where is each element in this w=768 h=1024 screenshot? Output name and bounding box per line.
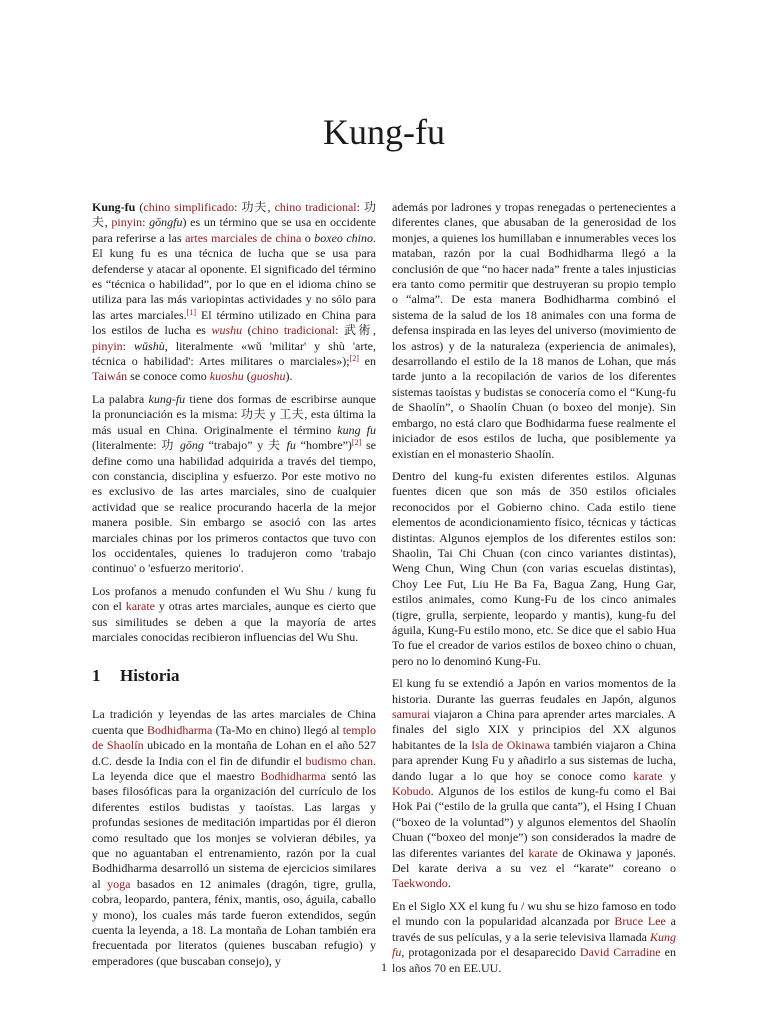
text-run: En el Siglo XX el kung fu / wu shu se hizo famoso en todo el mundo con la popularidad alcanzada por bbox=[392, 898, 676, 929]
citation-ref[interactable]: [2] bbox=[349, 354, 359, 364]
wiki-link[interactable]: Taekwondo bbox=[392, 876, 448, 891]
wiki-link[interactable]: chino tradicional bbox=[274, 200, 357, 214]
text-run: wǔshù bbox=[134, 338, 165, 353]
citation-ref[interactable]: [1] bbox=[186, 307, 197, 317]
text-run: ( bbox=[242, 323, 252, 338]
text-run: de Okinawa y japonés. Del karate deriva a su vez el “karate” coreano o bbox=[392, 845, 676, 876]
text-run: : bbox=[122, 338, 135, 353]
wiki-link[interactable]: artes marciales de china bbox=[185, 230, 302, 245]
wiki-link[interactable]: karate bbox=[125, 599, 155, 614]
text-run: (Ta-Mo en chino) llegó al bbox=[212, 722, 343, 737]
text-run: boxeo chino bbox=[314, 230, 374, 245]
paragraph bbox=[92, 392, 376, 577]
wiki-link[interactable]: budismo chan bbox=[305, 753, 373, 768]
text-run: ( bbox=[243, 369, 251, 384]
text-run: ( bbox=[135, 200, 144, 214]
text-run: gōngfu bbox=[149, 215, 183, 230]
text-run: , literalmente «wǔ 'militar' y shù 'arte, técnica o habilidad': Artes militares o marciales»); bbox=[92, 338, 376, 369]
wiki-link[interactable]: pinyin bbox=[111, 215, 143, 230]
wiki-link[interactable]: Taiwán bbox=[92, 369, 128, 384]
text-run: kung fu bbox=[337, 422, 376, 437]
section-title: Historia bbox=[120, 666, 180, 686]
text-run: La palabra bbox=[92, 391, 149, 406]
wiki-link[interactable]: karate bbox=[633, 768, 663, 783]
wiki-link[interactable]: wushu bbox=[211, 323, 243, 338]
text-run: . La leyenda dice que el maestro bbox=[92, 753, 376, 783]
wiki-link[interactable]: Bodhidharma bbox=[260, 769, 326, 783]
wiki-link[interactable]: karate bbox=[528, 845, 558, 860]
wiki-link[interactable]: samurai bbox=[392, 707, 430, 721]
text-run: Dentro del kung-fu existen diferentes estilos. Algunas fuentes dicen que son más de 350 estilos oficiales reconocidos por el Gobierno chino. Cada estilo tiene elementos de acondicionamiento físico, técnicas y tácticas distintas. Algunos ejemplos de los diferentes estilos son: Shaolin, Tai Chi Chuan (con cinco variantes distintas), Weng Chun, Wing Chun (con varias escuelas distintas), Choy Lee Fut, Liu He Ba Fa, Bagua Zang, Hung Gar, estilos animales, como Kung-Fu de los cinco animales (tigre, grulla, serpiente, leopardo y mantis), kung-fu del águila, Kung-Fu estilo mono, etc. Se dice que el sabio Hua To fue el creador de varios estilos de boxeo chino o chuan, pero no lo denominó Kung-Fu. bbox=[392, 468, 676, 668]
text-run: : 功夫, bbox=[234, 200, 275, 214]
text-run: gōng bbox=[179, 438, 204, 453]
text-run: : 武術, bbox=[335, 323, 376, 338]
paragraph bbox=[92, 200, 376, 385]
text-run: La tradición y leyendas de las artes marciales de China cuenta que bbox=[92, 707, 376, 737]
text-run: . El kung fu es una técnica de lucha que se usa para defenderse y atacar al oponente. El significado del término es “técnica o habilidad”, por lo que en el idioma chino se utiliza para las más variopintas actividades y no sólo para las artes marciales. bbox=[92, 230, 377, 322]
wiki-link[interactable]: Kung fu bbox=[392, 929, 676, 960]
wiki-link[interactable]: templo de Shaolín bbox=[92, 722, 377, 753]
text-run: fu bbox=[286, 438, 296, 453]
wiki-link[interactable]: chino tradicional bbox=[251, 323, 336, 338]
text-run: viajaron a China para aprender artes marciales. A finales del siglo XIX y principios del XX algunos habitantes de la bbox=[392, 707, 676, 752]
text-run: ). bbox=[285, 369, 293, 384]
text-run: a través de sus películas, y a la serie televisiva llamada bbox=[392, 914, 676, 944]
text-run: y bbox=[662, 768, 677, 783]
text-run: “trabajo” y 夫 bbox=[203, 438, 287, 453]
text-run: en bbox=[358, 354, 377, 369]
wiki-link[interactable]: chino simplificado bbox=[143, 200, 235, 214]
text-run: basados en 12 animales (dragón, tigre, grulla, cobra, leopardo, pantera, fénix, mantis, oso, águila, caballo y mono), los cuales más tarde fueron extendidos, según cuenta la leyenda, a 18. La montaña de Lohan también era frecuentada por literatos (quienes buscaban refugio) y emperadores (que buscaban consejo), y bbox=[92, 876, 376, 968]
text-run: ubicado en la montaña de Lohan en el año 527 d.C. desde la India con el fin de difundir el bbox=[92, 738, 376, 768]
text-run: en los años 70 en EE.UU. bbox=[392, 945, 676, 975]
wiki-link[interactable]: Bruce Lee bbox=[614, 914, 666, 929]
wiki-link[interactable]: Bodhidharma bbox=[147, 722, 213, 737]
wiki-link[interactable]: yoga bbox=[107, 876, 131, 891]
text-run: : 功夫, bbox=[92, 200, 376, 230]
left-column bbox=[92, 200, 376, 976]
text-run: . Algunos de los estilos de kung-fu como el Bai Hok Pai (“estilo de la grulla que canta”), el Hsing I Chuan (“boxeo de la voluntad”) y algunos elementos del Shaolín Chuan (“boxeo del monje”) son considerados la madre de las diferentes variantes del bbox=[392, 784, 676, 860]
citation-ref[interactable]: [2] bbox=[351, 438, 362, 448]
text-run: (literalmente: 功 bbox=[92, 438, 180, 453]
text-run: El término utilizado en China para los estilos de lucha es bbox=[92, 307, 376, 338]
text-run: además por ladrones y tropas renegadas o pertenecientes a diferentes clanes, que abusaban de la generosidad de los monjes, a quienes los humillaban e innumerables veces los mataban, razón por la cual Bodhidharma llegó a la conclusión de que “no hacer nada” frente a tales injusticias era tanto como permitir que destruyeran su propio templo o “alma”. De esta manera Bodhidharma combinó el sistema de la salud de los 18 animales con una forma de defensa inspirada en las leyes del universo (movimiento de los astros) y de la naturaleza (experiencia de animales), desarrollando el estilo de la 18 manos de Lohan, que más tarde junto a la recopilación de varios de los diferentes sistemas taoístas y budistas se conocería como el “Kung-fu de Shaolín”, o Shaolín Chuan (o boxeo del monje). Sin embargo, no está claro que Bodhidarma fuese realmente el iniciador de esos estilos de lucha, que posiblemente ya existían en el monasterio Shaolín. bbox=[392, 200, 676, 461]
text-run: : bbox=[142, 215, 150, 230]
wiki-link[interactable]: David Carradine bbox=[579, 945, 661, 960]
section-heading bbox=[92, 665, 376, 687]
text-run: también viajaron a China para aprender Kung Fu y añadirlo a sus sistemas de lucha, dando lugar a lo que hoy se conoce como bbox=[392, 737, 676, 783]
wiki-link[interactable]: kuoshu bbox=[209, 369, 244, 384]
text-run: y otras artes marciales, aunque es cierto que sus similitudes se deben a que la mayoría de artes marciales conocidas recibieron influencias del Wu Shu. bbox=[92, 599, 376, 644]
text-run: sentó las bases filosóficas para la organización del currículo de los diferentes estilos budistas y taoístas. Las largas y profundas sesiones de meditación impartidas por él dieron como resultado que los monjes se volvieran débiles, ya que no aguantaban el entrenamiento, razón por la cual Bodhidharma desarrolló un sistema de ejercicios similares al bbox=[92, 769, 376, 891]
paragraph bbox=[392, 200, 676, 462]
page-number: 1 bbox=[381, 960, 387, 974]
wiki-link[interactable]: Kobudo bbox=[392, 784, 431, 799]
text-run: se conoce como bbox=[127, 369, 210, 384]
text-run: , protagonizada por el desaparecido bbox=[401, 945, 580, 960]
section-number: 1 bbox=[92, 666, 101, 686]
text-run: se define como una habilidad adquirida a través del tiempo, con constancia, disciplina y esfuerzo. Por este motivo no es exclusivo de las artes marciales, sino de cualquier actividad que se realice procurando hacerla de la mejor manera posible. Sin embargo se asoció con las artes marciales chinas por los primeros contactos que tuvo con los occidentales, quienes lo tradujeron como 'trabajo continuo' o 'esfuerzo meritorio'. bbox=[92, 438, 376, 576]
right-column bbox=[392, 200, 676, 983]
text-run: tiene dos formas de escribirse aunque la pronunciación es la misma: 功夫 y 工夫, esta última la más usual en China. Originalmente el término bbox=[92, 391, 376, 437]
text-run: “hombre”) bbox=[295, 438, 352, 453]
paragraph bbox=[392, 469, 676, 669]
text-run: . bbox=[447, 876, 451, 891]
paragraph bbox=[392, 676, 676, 892]
paragraph bbox=[92, 707, 376, 969]
wiki-link[interactable]: Isla de Okinawa bbox=[471, 737, 551, 752]
wiki-link[interactable]: pinyin bbox=[92, 338, 123, 353]
page-title: Kung-fu bbox=[323, 112, 445, 152]
text-run: o bbox=[301, 230, 315, 245]
wiki-link[interactable]: guoshu bbox=[250, 369, 286, 384]
text-run: El kung fu se extendió a Japón en varios momentos de la historia. Durante las guerras feudales en Japón, algunos bbox=[392, 676, 676, 706]
text-run: Kung-fu bbox=[92, 200, 136, 214]
text-run: ) es un término que se usa en occidente para referirse a las bbox=[92, 215, 376, 245]
paragraph bbox=[92, 584, 376, 646]
text-run: Los profanos a menudo confunden el Wu Shu / kung fu con el bbox=[92, 583, 376, 614]
text-run: kung-fu bbox=[148, 391, 186, 406]
